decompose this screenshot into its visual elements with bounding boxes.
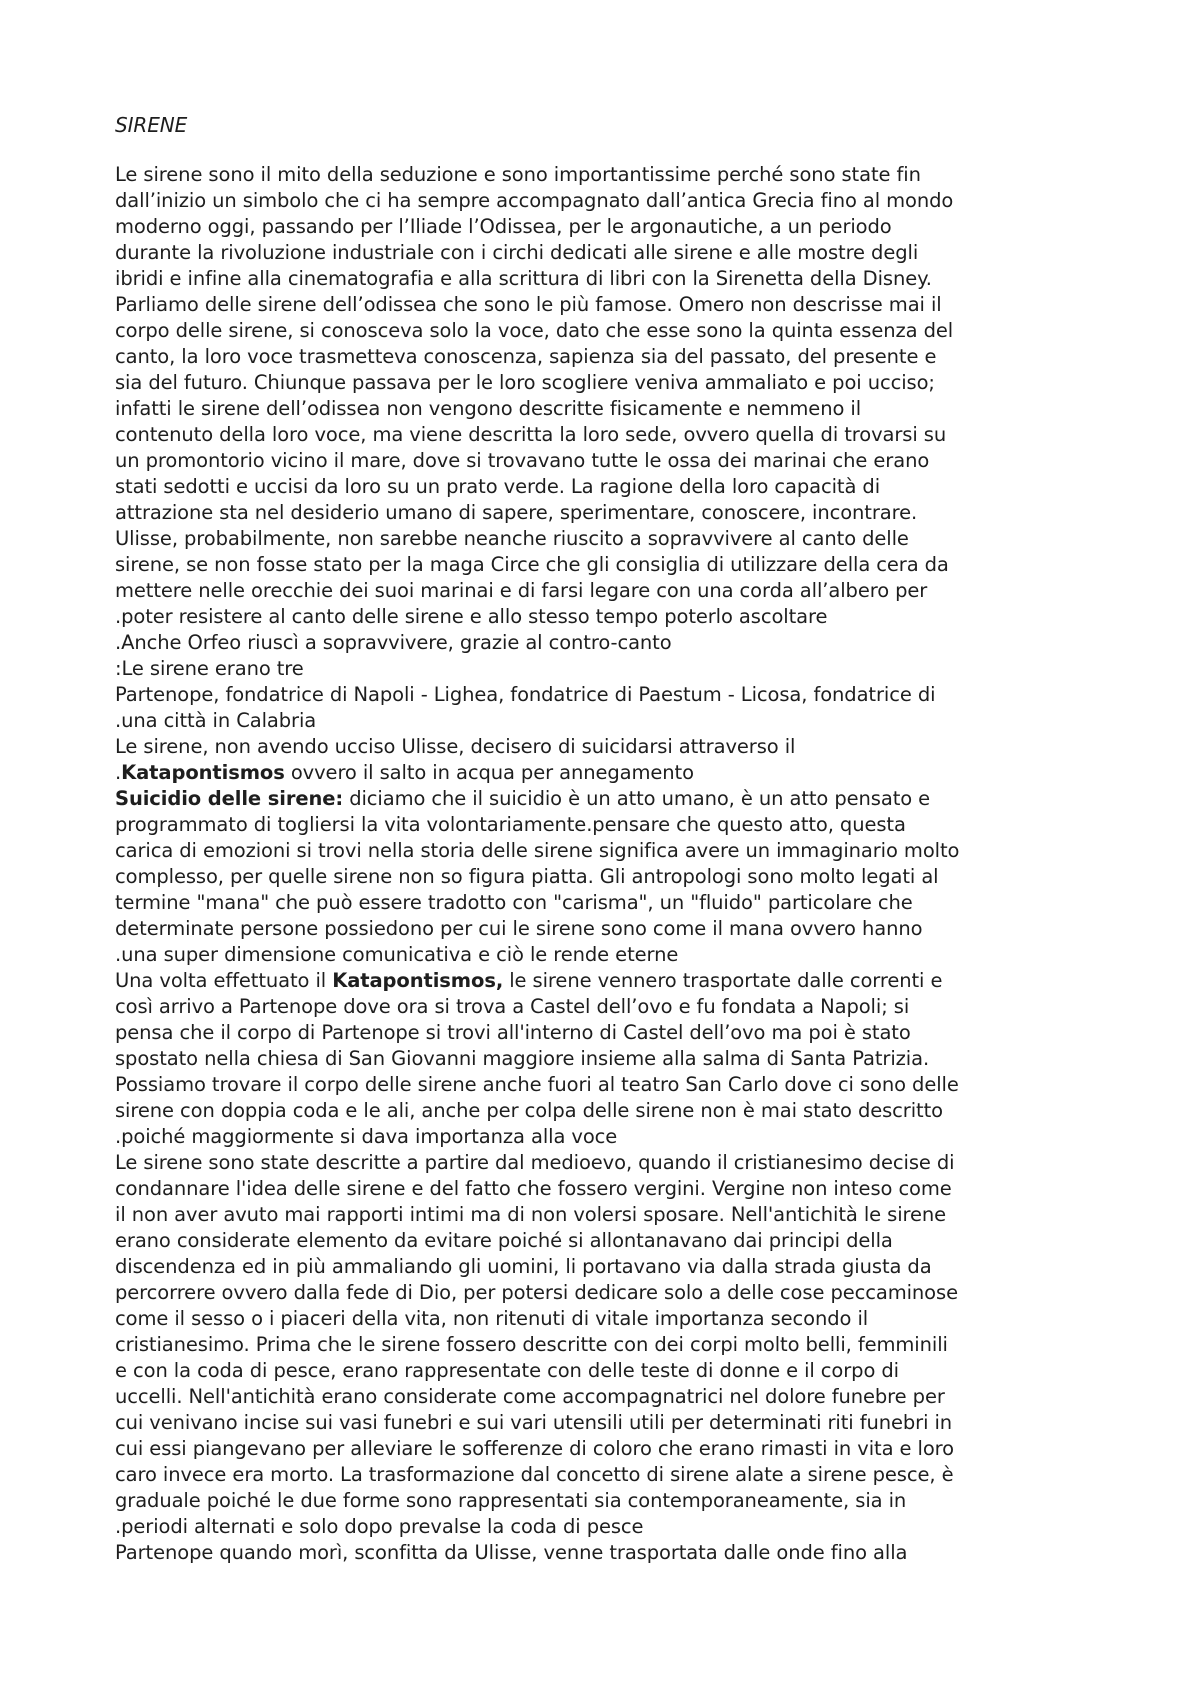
text-line	[115, 578, 1125, 604]
text-line	[115, 370, 1125, 396]
text-run: sia del futuro. Chiunque passava per le loro scogliere veniva ammaliato e poi ucciso;	[115, 371, 935, 394]
text-run: attrazione sta nel desiderio umano di sapere, sperimentare, conoscere, incontrare.	[115, 501, 918, 524]
text-line	[115, 968, 1125, 994]
text-line	[115, 682, 1125, 708]
text-run: Una volta effettuato il	[115, 969, 333, 992]
text-run: e con la coda di pesce, erano rappresentate con delle teste di donne e il corpo di	[115, 1359, 899, 1382]
text-line	[115, 994, 1125, 1020]
text-line	[115, 786, 1125, 812]
text-line	[115, 1306, 1125, 1332]
text-line	[115, 1202, 1125, 1228]
text-line	[115, 292, 1125, 318]
text-run: diciamo che il suicidio è un atto umano, è un atto pensato e	[343, 787, 931, 810]
text-line	[115, 1254, 1125, 1280]
bold-text: Suicidio delle sirene:	[115, 787, 344, 810]
text-line	[115, 1280, 1125, 1306]
text-line	[115, 500, 1125, 526]
text-line	[115, 916, 1125, 942]
text-line	[115, 890, 1125, 916]
text-line	[115, 942, 1125, 968]
text-run: erano considerate elemento da evitare poiché si allontanavano dai principi della	[115, 1229, 893, 1252]
text-run: spostato nella chiesa di San Giovanni maggiore insieme alla salma di Santa Patrizia.	[115, 1047, 930, 1070]
text-line	[115, 656, 1125, 682]
text-line	[115, 162, 1125, 188]
text-run: Le sirene sono state descritte a partire dal medioevo, quando il cristianesimo decise di	[115, 1151, 955, 1174]
text-line	[115, 1514, 1125, 1540]
text-run: .poiché maggiormente si dava importanza alla voce	[115, 1125, 618, 1148]
text-line	[115, 1228, 1125, 1254]
text-run: stati sedotti e uccisi da loro su un prato verde. La ragione della loro capacità di	[115, 475, 881, 498]
text-run: :Le sirene erano tre	[115, 657, 304, 680]
document-body	[115, 162, 1125, 1566]
text-run: .	[115, 761, 122, 784]
text-run: così arrivo a Partenope dove ora si trova a Castel dell’ovo e fu fondata a Napoli; si	[115, 995, 910, 1018]
text-run: un promontorio vicino il mare, dove si trovavano tutte le ossa dei marinai che erano	[115, 449, 930, 472]
text-run: uccelli. Nell'antichità erano considerate come accompagnatrici nel dolore funebre per	[115, 1385, 945, 1408]
text-line	[115, 1358, 1125, 1384]
text-line	[115, 1462, 1125, 1488]
text-run: Partenope, fondatrice di Napoli - Lighea, fondatrice di Paestum - Licosa, fondatrice di	[115, 683, 936, 706]
text-line	[115, 1384, 1125, 1410]
text-line	[115, 1436, 1125, 1462]
text-run: sirene con doppia coda e le ali, anche per colpa delle sirene non è mai stato descritto	[115, 1099, 943, 1122]
text-run: pensa che il corpo di Partenope si trovi all'interno di Castel dell’ovo ma poi è stato	[115, 1021, 911, 1044]
text-run: Le sirene sono il mito della seduzione e sono importantissime perché sono state fin	[115, 163, 921, 186]
text-line	[115, 344, 1125, 370]
text-run: .poter resistere al canto delle sirene e allo stesso tempo poterlo ascoltare	[115, 605, 828, 628]
text-run: ibridi e infine alla cinematografia e alla scrittura di libri con la Sirenetta della Disney.	[115, 267, 932, 290]
text-run: il non aver avuto mai rapporti intimi ma di non volersi sposare. Nell'antichità le sirene	[115, 1203, 947, 1226]
text-run: contenuto della loro voce, ma viene descritta la loro sede, ovvero quella di trovarsi su	[115, 423, 947, 446]
text-run: Partenope quando morì, sconfitta da Ulisse, venne trasportata dalle onde fino alla	[115, 1541, 908, 1564]
text-run: dall’inizio un simbolo che ci ha sempre accompagnato dall’antica Grecia fino al mondo	[115, 189, 954, 212]
text-line	[115, 448, 1125, 474]
text-run: condannare l'idea delle sirene e del fatto che fossero vergini. Vergine non inteso come	[115, 1177, 952, 1200]
text-run: programmato di togliersi la vita volontariamente.pensare che questo atto, questa	[115, 813, 906, 836]
text-run: termine "mana" che può essere tradotto con "carisma", un "fluido" particolare che	[115, 891, 913, 914]
text-line	[115, 188, 1125, 214]
document-title: SIRENE	[115, 113, 188, 137]
text-line	[115, 838, 1125, 864]
text-run: Ulisse, probabilmente, non sarebbe neanche riuscito a sopravvivere al canto delle	[115, 527, 909, 550]
text-run: cui essi piangevano per alleviare le sofferenze di coloro che erano rimasti in vita e loro	[115, 1437, 954, 1460]
text-run: Le sirene, non avendo ucciso Ulisse, decisero di suicidarsi attraverso il	[115, 735, 796, 758]
text-line	[115, 1046, 1125, 1072]
text-line	[115, 1410, 1125, 1436]
text-run: determinate persone possiedono per cui le sirene sono come il mana ovvero hanno	[115, 917, 923, 940]
text-line	[115, 1124, 1125, 1150]
text-run: sirene, se non fosse stato per la maga Circe che gli consiglia di utilizzare della cera da	[115, 553, 949, 576]
text-run: caro invece era morto. La trasformazione dal concetto di sirene alate a sirene pesce, è	[115, 1463, 954, 1486]
text-line	[115, 1072, 1125, 1098]
text-line	[115, 1020, 1125, 1046]
text-run: .una super dimensione comunicativa e ciò le rende eterne	[115, 943, 679, 966]
text-line	[115, 1150, 1125, 1176]
text-run: discendenza ed in più ammaliando gli uomini, li portavano via dalla strada giusta da	[115, 1255, 932, 1278]
text-line	[115, 1332, 1125, 1358]
text-run: cui venivano incise sui vasi funebri e sui vari utensili utili per determinati riti funebri in	[115, 1411, 953, 1434]
text-line	[115, 474, 1125, 500]
text-run: come il sesso o i piaceri della vita, non ritenuti di vitale importanza secondo il	[115, 1307, 869, 1330]
text-run: carica di emozioni si trovi nella storia delle sirene significa avere un immaginario molto	[115, 839, 960, 862]
text-run: corpo delle sirene, si conosceva solo la voce, dato che esse sono la quinta essenza del	[115, 319, 954, 342]
text-run: .periodi alternati e solo dopo prevalse la coda di pesce	[115, 1515, 644, 1538]
text-run: .una città in Calabria	[115, 709, 317, 732]
text-line	[115, 318, 1125, 344]
text-line	[115, 1488, 1125, 1514]
text-line	[115, 734, 1125, 760]
document-page	[115, 112, 1125, 1566]
text-line	[115, 1540, 1125, 1566]
bold-text: Katapontismos,	[332, 969, 504, 992]
text-run: .Anche Orfeo riuscì a sopravvivere, grazie al contro-canto	[115, 631, 672, 654]
text-run: Possiamo trovare il corpo delle sirene anche fuori al teatro San Carlo dove ci sono delle	[115, 1073, 959, 1096]
text-run: Parliamo delle sirene dell’odissea che sono le più famose. Omero non descrisse mai il	[115, 293, 942, 316]
text-line	[115, 708, 1125, 734]
text-line	[115, 266, 1125, 292]
text-run: canto, la loro voce trasmetteva conoscenza, sapienza sia del passato, del presente e	[115, 345, 937, 368]
text-line	[115, 240, 1125, 266]
text-run: moderno oggi, passando per l’Iliade l’Odissea, per le argonautiche, a un periodo	[115, 215, 892, 238]
text-line	[115, 422, 1125, 448]
text-run: ovvero il salto in acqua per annegamento	[284, 761, 694, 784]
text-run: le sirene vennero trasportate dalle correnti e	[503, 969, 943, 992]
bold-text: Katapontismos	[121, 761, 285, 784]
text-line	[115, 526, 1125, 552]
text-line	[115, 604, 1125, 630]
text-run: cristianesimo. Prima che le sirene fossero descritte con dei corpi molto belli, femminili	[115, 1333, 948, 1356]
text-line	[115, 214, 1125, 240]
text-run: durante la rivoluzione industriale con i circhi dedicati alle sirene e alle mostre degli	[115, 241, 919, 264]
text-run: infatti le sirene dell’odissea non vengono descritte fisicamente e nemmeno il	[115, 397, 862, 420]
text-run: mettere nelle orecchie dei suoi marinai e di farsi legare con una corda all’albero per	[115, 579, 928, 602]
text-line	[115, 396, 1125, 422]
text-line	[115, 552, 1125, 578]
text-line	[115, 864, 1125, 890]
text-run: percorrere ovvero dalla fede di Dio, per potersi dedicare solo a delle cose peccaminose	[115, 1281, 958, 1304]
text-line	[115, 812, 1125, 838]
text-line	[115, 1098, 1125, 1124]
text-run: graduale poiché le due forme sono rappresentati sia contemporaneamente, sia in	[115, 1489, 907, 1512]
text-line	[115, 760, 1125, 786]
text-run: complesso, per quelle sirene non so figura piatta. Gli antropologi sono molto legati al	[115, 865, 939, 888]
text-line	[115, 630, 1125, 656]
text-line	[115, 1176, 1125, 1202]
